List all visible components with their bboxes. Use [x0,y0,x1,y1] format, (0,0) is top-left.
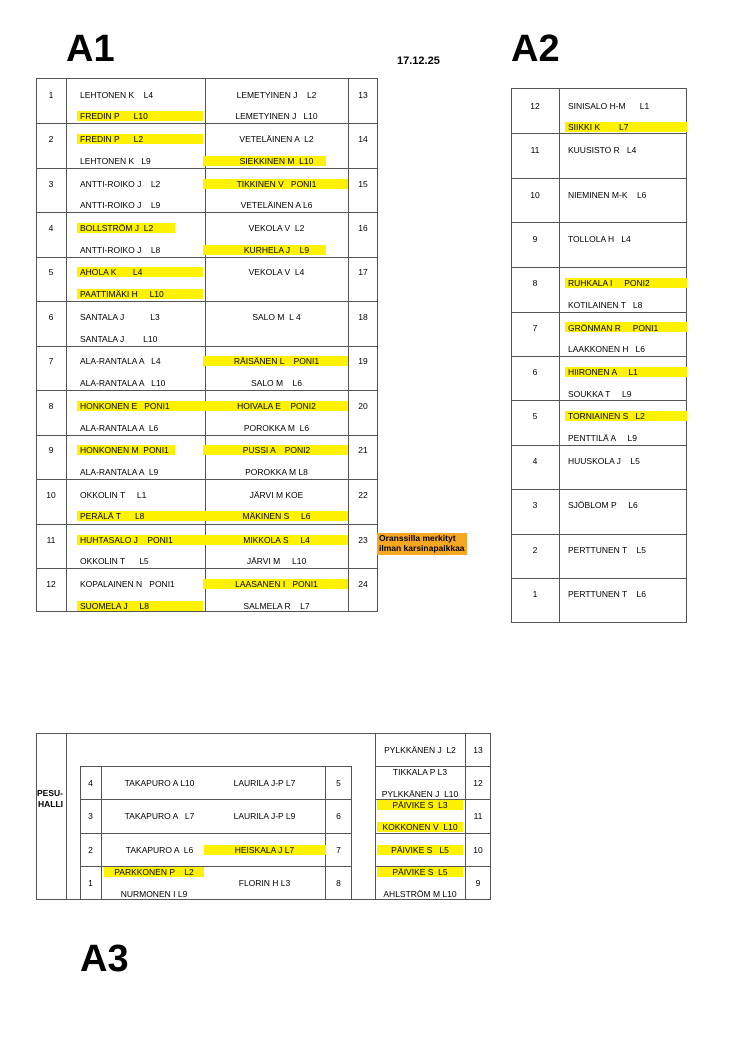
box-number: 11 [473,811,483,821]
stall-entry: HOIVALA E PONI2 [237,401,316,411]
stall-entry: KOPALAINEN N PONI1 [80,579,175,589]
box-number: 1 [532,589,538,599]
a1-row-divider [36,524,378,525]
box-number: 2 [88,845,93,855]
box-number: 20 [358,401,368,411]
box-number: 8 [532,278,538,288]
stall-entry: TAKAPURO A L6 [125,845,194,855]
box-number: 4 [88,778,93,788]
stall-entry: SIIKKI K L7 [568,122,629,132]
box-number: 12 [530,101,540,111]
box-number: 21 [358,445,368,455]
stall-entry: PUSSI A PONI2 [242,445,311,455]
stall-entry: ALA-RANTALA A L4 [80,356,161,366]
stall-entry: SINISALO H-M L1 [568,101,650,111]
stall-entry: ALA-RANTALA A L10 [80,378,166,388]
a1-row-divider [36,346,378,347]
stall-entry: GRÖNMAN R PONI1 [568,323,659,333]
box-number: 6 [532,367,538,377]
stall-entry: VETELÄINEN A L2 [239,134,314,144]
box-number: 9 [532,234,538,244]
date-label: 17.12.25 [397,55,440,67]
stall-entry: TOLLOLA H L4 [568,234,631,244]
box-number: 8 [48,401,54,411]
stall-entry: FREDIN P L2 [80,134,144,144]
stall-entry: VEKOLA V L2 [248,223,305,233]
stall-entry: PERÄLÄ T L8 [80,511,145,521]
a1-row-divider [36,435,378,436]
a2-row-divider [511,534,687,535]
box-number: 10 [530,190,540,200]
stall-entry: HONKONEN M PONI1 [80,445,169,455]
a2-row-divider [511,445,687,446]
box-number: 7 [48,356,54,366]
a2-row-divider [511,489,687,490]
a2-row-divider [511,400,687,401]
stall-entry: PÄIVIKE S L5 [392,867,448,877]
stall-entry: SOUKKA T L9 [568,389,632,399]
pesuhalli-label: HALLI [38,799,64,809]
heading-a3: A3 [80,938,129,980]
stall-entry: PARKKONEN P L2 [114,867,194,877]
stall-entry: TAKAPURO A L10 [124,778,195,788]
stall-entry: KOKKONEN V L10 [382,822,458,832]
box-number: 16 [358,223,368,233]
box-number: 7 [532,323,538,333]
stall-entry: SANTALA J L3 [80,312,160,322]
box-number: 1 [48,90,54,100]
stall-entry: PYLKKÄNEN J L2 [384,745,456,755]
stall-entry: SANTALA J L10 [80,334,158,344]
a1-row-divider [36,479,378,480]
stall-entry: VEKOLA V L4 [248,267,305,277]
stall-entry: ANTTI-ROIKO J L8 [80,245,161,255]
box-number: 19 [358,356,368,366]
stall-entry: OKKOLIN T L5 [80,556,149,566]
stall-entry: BOLLSTRÖM J L2 [80,223,154,233]
a1-row-divider [36,168,378,169]
box-number: 4 [532,456,538,466]
box-number: 13 [358,90,368,100]
box-number: 10 [46,490,56,500]
box-number: 4 [48,223,54,233]
stall-entry: RUHKALA I PONI2 [568,278,650,288]
a3-row-divider [80,799,352,800]
stall-entry: PYLKKÄNEN J L10 [381,789,459,799]
stall-entry: HUUSKOLA J L5 [568,456,640,466]
stall-entry: FREDIN P L10 [80,111,148,121]
box-number: 17 [358,267,368,277]
box-number: 22 [358,490,368,500]
stall-entry: JÄRVI M L10 [246,556,307,566]
a2-row-divider [511,356,687,357]
pesuhalli-label: PESU- [37,788,63,798]
a1-row-divider [36,257,378,258]
stall-entry: RÄISÄNEN L PONI1 [233,356,320,366]
stall-entry: LAURILA J-P L7 [233,778,296,788]
a1-divider [66,78,67,612]
box-number: 9 [48,445,54,455]
stall-entry: TAKAPURO A L7 [124,811,195,821]
stall-entry: KOTILAINEN T L8 [568,300,643,310]
stall-entry: NURMONEN I L9 [120,889,188,899]
box-number: 1 [88,878,93,888]
box-number: 11 [46,535,56,545]
a3-divider [66,733,67,900]
stall-entry: FLORIN H L3 [238,878,291,888]
stall-entry: TIKKINEN V PONI1 [236,179,317,189]
a3-row-divider [80,833,352,834]
stall-entry: LEMETYINEN J L10 [235,111,318,121]
a2-row-divider [511,133,687,134]
stall-entry: SALO M L 4 [252,312,301,322]
a2-row-divider [511,267,687,268]
a1-row-divider [36,390,378,391]
stall-entry: SALO M L6 [250,378,303,388]
stall-entry: AHLSTRÖM M L10 [383,889,457,899]
box-number: 23 [358,535,368,545]
box-number: 15 [358,179,368,189]
stall-entry: LEHTONEN K L4 [80,90,154,100]
stall-entry: VETELÄINEN A L6 [240,200,313,210]
box-number: 3 [532,500,538,510]
box-number: 5 [336,778,341,788]
stall-entry: NIEMINEN M-K L6 [568,190,647,200]
stall-entry: TIKKALA P L3 [392,767,448,777]
stall-entry: LAASANEN I PONI1 [235,579,318,589]
stall-entry: PÄIVIKE S L5 [391,845,449,855]
stall-entry: MIKKOLA S L4 [243,535,310,545]
box-number: 13 [473,745,483,755]
box-number: 3 [48,179,54,189]
stall-entry: PAATTIMÄKI H L10 [80,289,164,299]
a3-row-divider [375,833,491,834]
stall-entry: PENTTILÄ A L9 [568,433,637,443]
a1-row-divider [36,568,378,569]
legend-note [377,533,467,555]
stall-entry: PÄIVIKE S L3 [392,800,448,810]
stall-entry: KURHELA J L9 [243,245,310,255]
stall-entry: SJÖBLOM P L6 [568,500,638,510]
box-number: 18 [358,312,368,322]
stall-entry: KUUSISTO R L4 [568,145,637,155]
stall-entry: ALA-RANTALA A L9 [80,467,159,477]
legend-note-line: Oranssilla merkityt [379,533,456,543]
stall-entry: SALMELA R L7 [243,601,310,611]
stall-entry: ALA-RANTALA A L6 [80,423,159,433]
heading-a1: A1 [66,28,115,70]
stall-entry: MÄKINEN S L6 [242,511,311,521]
stall-entry: ANTTI-ROIKO J L9 [80,200,161,210]
stall-entry: POROKKA M L8 [245,467,308,477]
a1-row-divider [36,123,378,124]
box-number: 10 [473,845,483,855]
a1-row-divider [36,212,378,213]
legend-note-line: ilman karsinapaikkaa [379,542,465,553]
a1-divider [348,78,349,612]
stall-entry: AHOLA K L4 [80,267,143,277]
stall-entry: ANTTI-ROIKO J L2 [80,179,161,189]
stall-entry: OKKOLIN T L1 [80,490,147,500]
box-number: 6 [48,312,54,322]
box-number: 2 [532,545,538,555]
stall-entry: SIEKKINEN M L10 [239,156,314,166]
stall-entry: TORNIAINEN S L2 [568,411,645,421]
a2-row-divider [511,222,687,223]
stall-entry: PERTTUNEN T L6 [568,589,646,599]
box-number: 5 [48,267,54,277]
a2-row-divider [511,312,687,313]
box-number: 9 [475,878,481,888]
a2-row-divider [511,578,687,579]
a2-row-divider [511,178,687,179]
box-number: 11 [530,145,540,155]
box-number: 14 [358,134,368,144]
stall-entry: POROKKA M L6 [243,423,310,433]
box-number: 12 [46,579,56,589]
stall-entry: LEMETYINEN J L2 [236,90,317,100]
stall-entry: HUHTASALO J PONI1 [80,535,173,545]
stall-entry: LAAKKONEN H L6 [568,344,646,354]
stall-entry: PERTTUNEN T L5 [568,545,646,555]
box-number: 5 [532,411,538,421]
box-number: 12 [473,778,483,788]
stall-entry: JÄRVI M KOE [249,490,304,500]
stall-entry: LEHTONEN K L9 [80,156,151,166]
box-number: 7 [336,845,341,855]
stall-entry: HIIRONEN A L1 [568,367,638,377]
stall-entry: SUOMELA J L8 [80,601,149,611]
box-number: 3 [88,811,93,821]
heading-a2: A2 [511,28,560,70]
stall-entry: HEISKALA J L7 [234,845,295,855]
stall-entry: LAURILA J-P L9 [233,811,296,821]
box-number: 8 [336,878,341,888]
a1-row-divider [36,301,378,302]
box-number: 24 [358,579,368,589]
box-number: 6 [336,811,341,821]
stall-entry: HONKONEN E PONI1 [80,401,170,411]
box-number: 2 [48,134,54,144]
